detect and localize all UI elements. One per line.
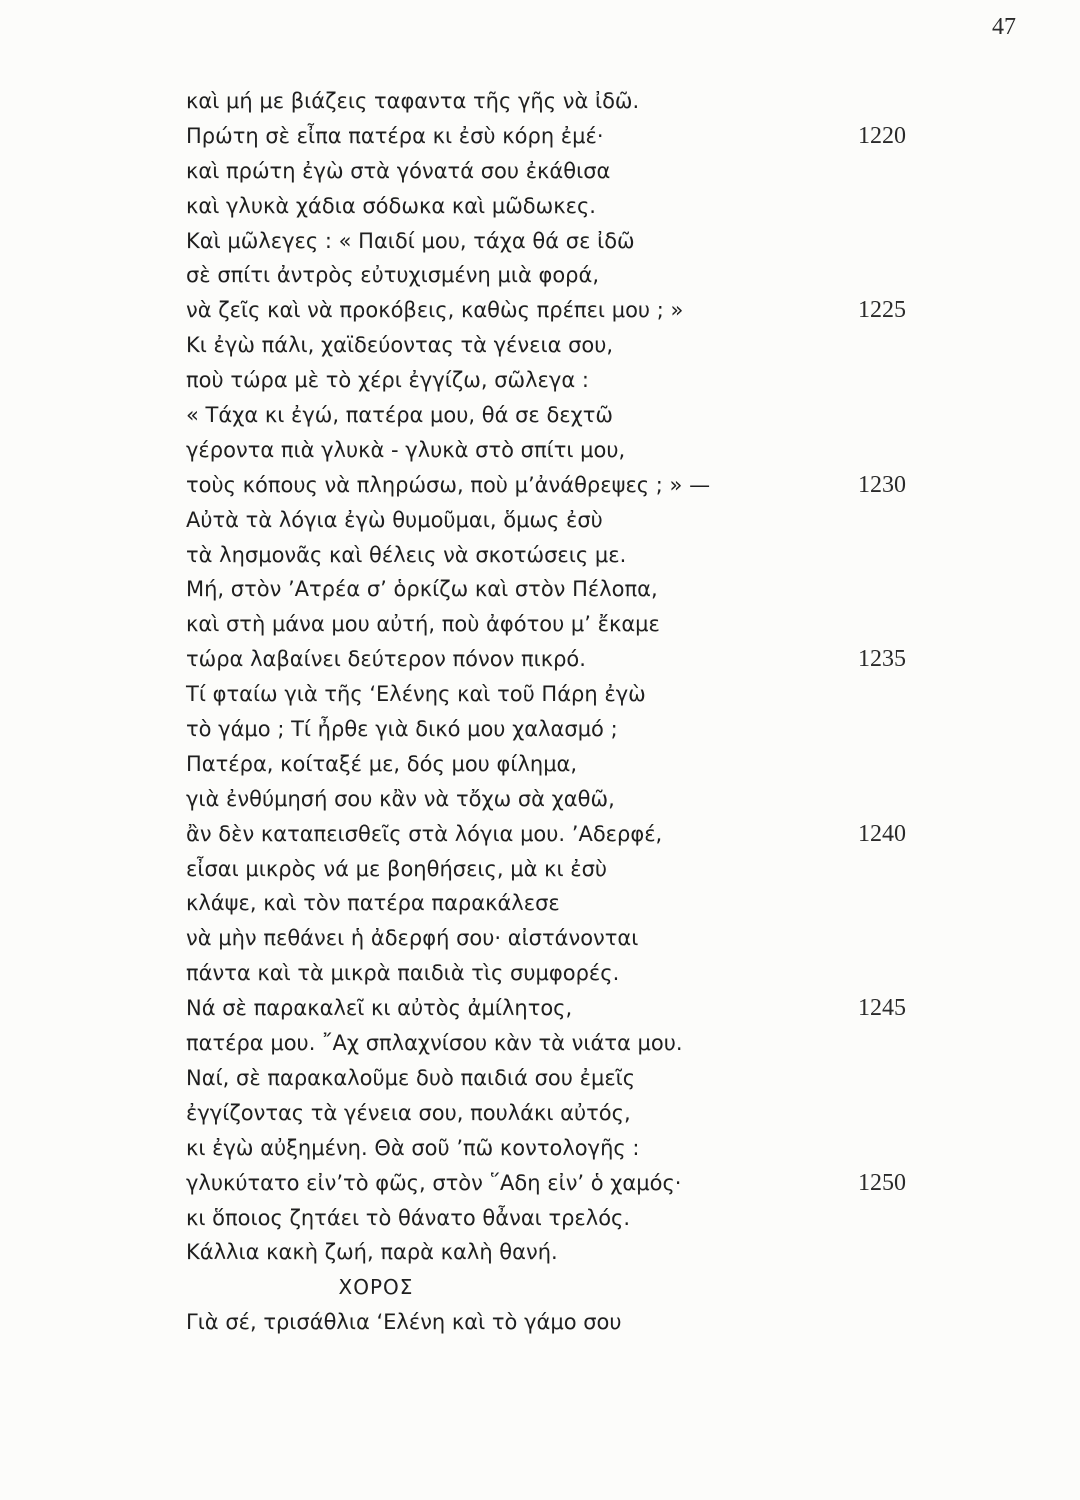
verse-line <box>186 991 906 1026</box>
verse-line <box>186 293 906 328</box>
verse-line <box>186 642 906 677</box>
verse-text: τὸ γάμο ; Τί ἦρθε γιὰ δικό μου χαλασμό ; <box>186 717 618 742</box>
page-number: 47 <box>992 14 1016 40</box>
line-number: 1235 <box>858 646 906 673</box>
verse-line <box>186 572 906 607</box>
verse-text: νὰ ζεῖς καὶ νὰ προκόβεις, καθὼς πρέπει μου ; » <box>186 298 684 323</box>
verse-line <box>186 817 906 852</box>
verse-text: γέροντα πιὰ γλυκὰ - γλυκὰ στὸ σπίτι μου, <box>186 437 626 462</box>
verse-text: κλάψε, καὶ τὸν πατέρα παρακάλεσε <box>186 891 560 916</box>
verse-text: κι ὅποιος ζητάει τὸ θάνατο θἆναι τρελός. <box>186 1205 631 1230</box>
line-number: 1220 <box>858 122 906 149</box>
verse-text: πάντα καὶ τὰ μικρὰ παιδιὰ τὶς συμφορές. <box>186 961 620 986</box>
line-number: 1225 <box>858 297 906 324</box>
verse-line <box>186 1201 906 1236</box>
verse-text: γιὰ ἐνθύμησή σου κἂν νὰ τὄχω σὰ χαθῶ, <box>186 786 615 811</box>
verse-line <box>186 607 906 642</box>
verse-text: γλυκύτατο εἰν’τὸ φῶς, στὸν ῞Αδη εἰν’ ὁ χαμός· <box>186 1170 682 1195</box>
verse-text: νὰ μὴν πεθάνει ἡ ἀδερφή σου· αἰστάνονται <box>186 926 639 951</box>
line-number: 1230 <box>858 471 906 498</box>
verse-line <box>186 224 906 259</box>
verse-text: Κι ἐγὼ πάλι, χαϊδεύοντας τὰ γένεια σου, <box>186 333 614 358</box>
verse-line <box>186 189 906 224</box>
poem-text <box>186 84 906 1340</box>
verse-text: τοὺς κόπους νὰ πληρώσω, ποὺ μ’ἀνάθρεψες ; » — <box>186 472 711 497</box>
line-number: 1250 <box>858 1169 906 1196</box>
verse-text: Αὐτὰ τὰ λόγια ἐγὼ θυμοῦμαι, ὅμως ἐσὺ <box>186 507 603 532</box>
verse-text: Πρώτη σὲ εἶπα πατέρα κι ἐσὺ κόρη ἐμέ· <box>186 123 604 148</box>
verse-text: Ναί, σὲ παρακαλοῦμε δυὸ παιδιά σου ἐμεῖς <box>186 1065 636 1090</box>
verse-line <box>186 398 906 433</box>
verse-text: Κάλλια κακὴ ζωή, παρὰ καλὴ θανή. <box>186 1240 558 1265</box>
verse-text: ποὺ τώρα μὲ τὸ χέρι ἐγγίζω, σῶλεγα : <box>186 368 589 393</box>
verse-line <box>186 363 906 398</box>
verse-text: καὶ γλυκὰ χάδια σόδωκα καὶ μῶδωκες. <box>186 193 596 218</box>
verse-text: τὰ λησμονᾶς καὶ θέλεις νὰ σκοτώσεις με. <box>186 542 627 567</box>
verse-line <box>186 1131 906 1166</box>
verse-line <box>186 154 906 189</box>
verse-text: Νά σὲ παρακαλεῖ κι αὐτὸς ἀμίλητος, <box>186 996 573 1021</box>
verse-line <box>186 1235 906 1270</box>
verse-text: καὶ μή με βιάζεις ταφαντα τῆς γῆς νὰ ἰδῶ. <box>186 89 640 113</box>
verse-line <box>186 1096 906 1131</box>
verse-line <box>186 1026 906 1061</box>
verse-text: τώρα λαβαίνει δεύτερον πόνον πικρό. <box>186 647 586 672</box>
verse-line <box>186 119 906 154</box>
verse-text: Τί φταίω γιὰ τῆς ‘Ελένης καὶ τοῦ Πάρη ἐγὼ <box>186 682 646 707</box>
verse-text: ἐγγίζοντας τὰ γένεια σου, πουλάκι αὐτός, <box>186 1100 631 1125</box>
verse-text: καὶ πρώτη ἐγὼ στὰ γόνατά σου ἐκάθισα <box>186 158 611 183</box>
verse-line <box>186 782 906 817</box>
verse-line <box>186 538 906 573</box>
verse-line <box>186 328 906 363</box>
verse-text: σὲ σπίτι ἀντρὸς εὐτυχισμένη μιὰ φορά, <box>186 263 600 288</box>
verse-line <box>186 468 906 503</box>
line-number: 1240 <box>858 820 906 847</box>
verse-line <box>186 1305 906 1340</box>
chorus-heading: ΧΟΡΟΣ <box>338 1275 414 1300</box>
verse-text: Πατέρα, κοίταξέ με, δός μου φίλημα, <box>186 751 578 776</box>
verse-line <box>186 1166 906 1201</box>
verse-text: Γιὰ σέ, τρισάθλια ‘Ελένη καὶ τὸ γάμο σου <box>186 1310 622 1335</box>
verse-text: ἂν δὲν καταπεισθεῖς στὰ λόγια μου. ’Αδερφέ, <box>186 821 663 846</box>
verse-line <box>186 1061 906 1096</box>
verse-line <box>186 747 906 782</box>
verse-text: « Τάχα κι ἐγώ, πατέρα μου, θά σε δεχτῶ <box>186 403 614 428</box>
verse-line <box>186 258 906 293</box>
verse-line <box>186 503 906 538</box>
verse-line <box>186 852 906 887</box>
verse-text: Μή, στὸν ’Ατρέα σ’ ὁρκίζω καὶ στὸν Πέλοπα, <box>186 577 658 602</box>
verse-line <box>186 84 906 119</box>
verse-line <box>186 921 906 956</box>
verse-line <box>186 712 906 747</box>
verse-line <box>186 433 906 468</box>
verse-line <box>186 956 906 991</box>
verse-text: πατέρα μου. ῎Αχ σπλαχνίσου κὰν τὰ νιάτα μου. <box>186 1031 683 1056</box>
verse-text: εἶσαι μικρὸς νά με βοηθήσεις, μὰ κι ἐσὺ <box>186 856 608 881</box>
verse-text: Καὶ μῶλεγες : « Παιδί μου, τάχα θά σε ἰδῶ <box>186 228 635 253</box>
verse-line <box>186 677 906 712</box>
verse-text: κι ἐγὼ αὐξημένη. Θὰ σοῦ ’πῶ κοντολογῆς : <box>186 1135 640 1160</box>
line-number: 1245 <box>858 995 906 1022</box>
verse-line <box>186 886 906 921</box>
verse-text: καὶ στὴ μάνα μου αὐτή, ποὺ ἀφότου μ’ ἔκαμε <box>186 612 660 637</box>
